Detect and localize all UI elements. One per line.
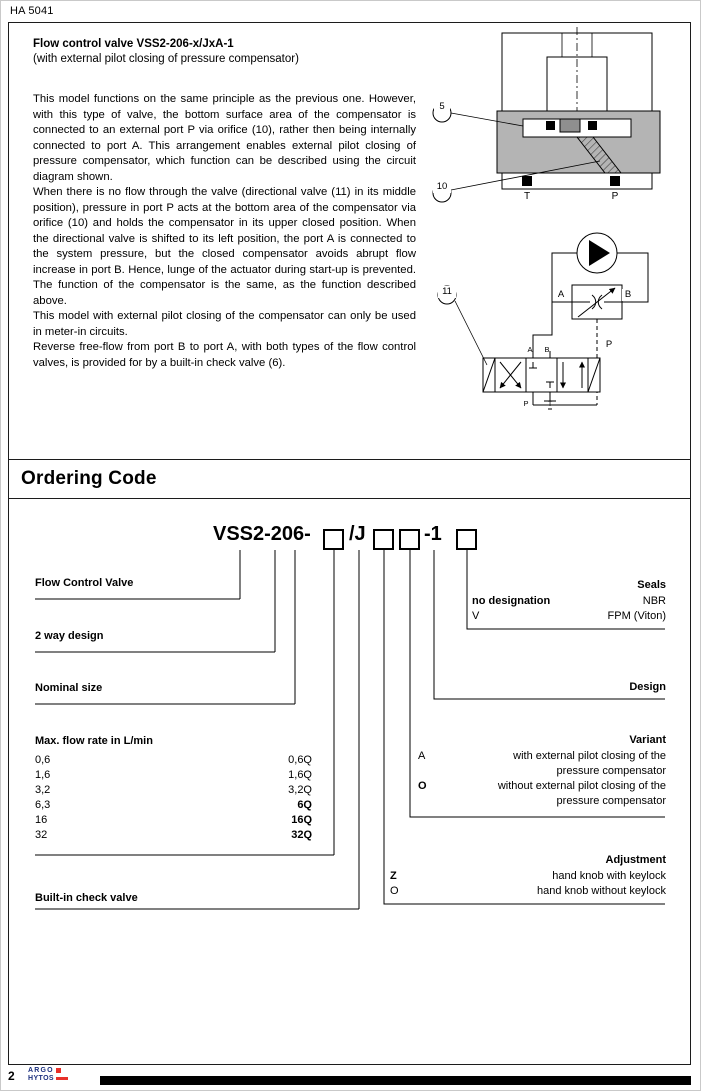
label-check-valve: Built-in check valve (35, 892, 138, 904)
circuit-port-b: B (622, 289, 634, 301)
paragraph: This model with external pilot closing of the compensator can only be used in meter-in circuits. (33, 310, 416, 338)
adjustment-key-o: O (390, 885, 399, 897)
dv-port-t: T (547, 399, 553, 408)
label-design: Design (629, 681, 666, 693)
seals-value-fpm: FPM (Viton) (607, 610, 666, 622)
port-label-p: P (611, 191, 619, 202)
valve-title: Flow control valve VSS2-206-x/JxA-1 (33, 38, 234, 50)
label-max-flow-rate: Max. flow rate in L/min (35, 735, 153, 747)
callout-11: 11 (438, 286, 456, 298)
variant-key-o: O (418, 780, 427, 792)
flow-value: 32 (35, 829, 48, 841)
callout-5: 5 (434, 101, 450, 113)
variant-a-line2: pressure compensator (556, 765, 666, 777)
label-variant: Variant (629, 734, 666, 746)
label-seals: Seals (637, 579, 666, 591)
label-adjustment: Adjustment (605, 854, 666, 866)
variant-key-a: A (418, 750, 426, 762)
label-nominal-size: Nominal size (35, 682, 103, 694)
seals-value-nbr: NBR (642, 595, 666, 607)
doc-code: HA 5041 (10, 5, 54, 17)
flow-code: 3,2Q (288, 784, 312, 796)
flow-value: 1,6 (35, 769, 51, 781)
callout-10: 10 (433, 181, 451, 193)
label-two-way-design: 2 way design (35, 630, 104, 642)
logo-red-square (56, 1068, 61, 1073)
code-box-seals (456, 529, 477, 550)
code-box-variant (399, 529, 420, 550)
code-prefix: VSS2-206- (213, 523, 311, 545)
code-box-flow-rate (323, 529, 344, 550)
flow-code: 32Q (291, 829, 312, 841)
port-label-t: T (523, 191, 531, 202)
code-mid: /J (349, 523, 366, 545)
dv-port-b: B (544, 345, 550, 354)
flow-code: 16Q (291, 814, 312, 826)
flow-row (35, 814, 312, 826)
code-suffix: -1 (424, 523, 442, 545)
seals-key-v: V (472, 610, 480, 622)
seals-key-nodesignation: no designation (472, 595, 551, 607)
flow-row (35, 829, 312, 841)
page-frame (8, 22, 691, 1065)
circuit-pilot-p: P (603, 339, 615, 351)
flow-value: 3,2 (35, 784, 51, 796)
intro-section (9, 23, 690, 460)
dv-port-a: A (527, 345, 533, 354)
adjustment-o-value: hand knob without keylock (536, 885, 666, 897)
flow-value: 0,6 (35, 754, 51, 766)
label-flow-control-valve: Flow Control Valve (35, 577, 134, 589)
dv-port-p: P (523, 399, 529, 408)
variant-a-line1: with external pilot closing of the (513, 750, 666, 762)
flow-row (35, 799, 312, 811)
variant-o-line1: without external pilot closing of the (497, 780, 666, 792)
paragraph: This model functions on the same principle as the previous one. However, with this type of valve, the bottom surface area of the compensator is connected to an external port P via orifice (10), rather then being internally connected to port A. This arrangement enables external pilot closing of pressure compensator, which function can be described using the circuit diagram shown. (33, 93, 416, 183)
flow-row (35, 784, 312, 796)
ordering-heading-section (9, 460, 690, 499)
logo-red-bar (56, 1077, 68, 1080)
footer-black-bar (100, 1076, 691, 1085)
paragraph: Reverse free-flow from port B to port A, with both types of the flow control valves, is provided for by a built-in check valve (6). (33, 341, 416, 369)
flow-row (35, 754, 312, 766)
flow-row (35, 769, 312, 781)
circuit-port-a: A (555, 289, 567, 301)
valve-subtitle: (with external pilot closing of pressure compensator) (33, 53, 299, 65)
circuit-diagram (430, 225, 675, 420)
ordering-section (9, 499, 690, 1063)
logo-text-argo: ARGO (28, 1067, 54, 1074)
argo-hytos-logo (28, 1067, 68, 1082)
ordering-code-heading: Ordering Code (21, 468, 157, 489)
logo-text-hytos: HYTOS (28, 1075, 54, 1082)
flow-value: 16 (35, 814, 48, 826)
flow-value: 6,3 (35, 799, 51, 811)
page-number: 2 (8, 1069, 15, 1083)
code-box-adjustment (373, 529, 394, 550)
flow-code: 6Q (297, 799, 312, 811)
flow-code: 1,6Q (288, 769, 312, 781)
adjustment-key-z: Z (390, 870, 397, 882)
description-text (33, 92, 416, 371)
flow-code: 0,6Q (288, 754, 312, 766)
adjustment-z-value: hand knob with keylock (552, 870, 666, 882)
paragraph: When there is no flow through the valve (directional valve (11) in its middle position), pressure in port P acts at the bottom area of the compensator via orifice (10) and holds the compensator in its upper closed position. When the directional valve is shifted to its left position, the port A is connected to the system pressure, but the closed compensator avoids abrupt flow increase in port B. Hence, lunge of the actuator during start-up is prevented. The function of the compensator is the same, as the function described above. (33, 186, 416, 307)
valve-section-diagram (430, 25, 665, 215)
variant-o-line2: pressure compensator (556, 795, 666, 807)
